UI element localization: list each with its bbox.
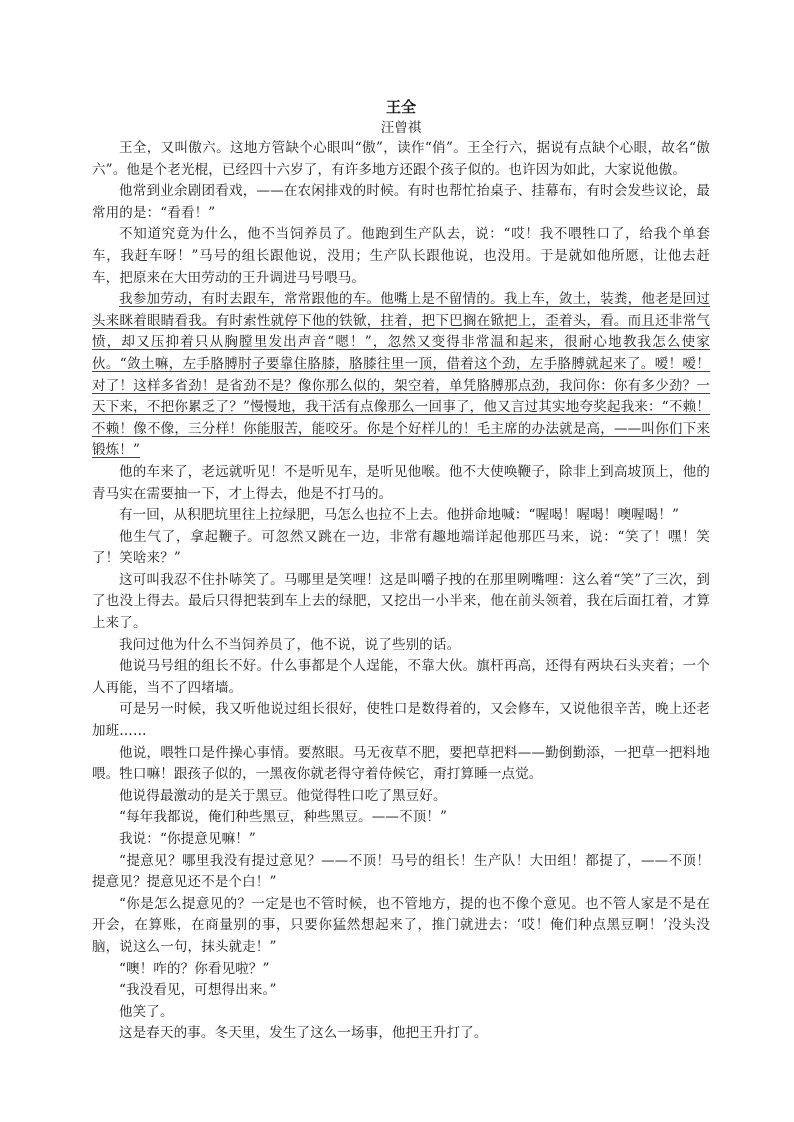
document-title: 王全 bbox=[385, 98, 416, 116]
underlined-paragraph: 我参加劳动，有时去跟车，常常跟他的车。他嘴上是不留情的。我上车，敛土，装粪，他老是回过头来眯着眼睛看我。有时索性就停下他的铁锨，拄着，把下巴搁在锨把上，歪着头，看。而且还非常气愤，却又压抑着只从胸膛里发出声音“嗯！”，忽然又变得非常温和起来，很耐心地教我怎么使家伙。“敛土嘛，左手胳膊肘子要靠住胳膝，胳膝往里一顶，借着这个劲，左手胳膊就起来了。嗳！嗳！对了！这样多省劲！是省劲不是？像你那么似的，架空着，单凭胳膊那点劲，我问你：你有多少劲？一天下来，不把你累乏了？”慢慢地，我干活有点像那么一回事了，他又言过其实地夸奖起我来：“不赖！不赖！像不像，三分样！你能服苦，能咬牙。你是个好样儿的！毛主席的办法就是高，——叫你们下来锻炼！” bbox=[92, 291, 710, 459]
document-page bbox=[92, 97, 710, 1045]
paragraph: “噢！咋的？你看见啦？” bbox=[119, 960, 270, 977]
paragraph: 这是春天的事。冬天里，发生了这么一场事，他把王升打了。 bbox=[119, 1025, 488, 1042]
paragraph: 王全，又叫傲六。这地方管缺个心眼叫“傲”，读作“俏”。王全行六，据说有点缺个心眼，故名“傲六”。他是个老光棍，已经四十六岁了，有许多地方还跟个孩子似的。也许因为如此，大家说他傲。 bbox=[92, 140, 710, 178]
paragraph: 他说，喂牲口是件操心事情。要熬眼。马无夜草不肥，要把草把料——勤倒勤添，一把草一把料地喂。牲口嘛！跟孩子似的，一黑夜你就老得守着侍候它，甭打算睡一点觉。 bbox=[92, 744, 710, 783]
paragraph: 他常到业余剧团看戏，——在农闲排戏的时候。有时也帮忙抬桌子、挂幕布，有时会发些议论，最常用的是：“看看！” bbox=[92, 183, 710, 221]
paragraph: 他生气了，拿起鞭子。可忽然又跳在一边，非常有趣地端详起他那匹马来，说：“笑了！嘿！笑了！笑啥来？” bbox=[92, 528, 710, 567]
paragraph: “我没看见，可想得出来。” bbox=[119, 982, 277, 999]
paragraph: 他笑了。 bbox=[119, 1003, 174, 1020]
paragraph: 我说：“你提意见嘛！” bbox=[119, 831, 256, 847]
paragraph: “每年我都说，俺们种些黑豆，种些黑豆。——不顶！” bbox=[119, 809, 448, 826]
paragraph: 可是另一时候，我又听他说过组长很好，使牲口是数得着的，又会修车，又说他很辛苦，晚上还老加班…… bbox=[92, 701, 710, 740]
paragraph: 他说得最激动的是关于黑豆。他觉得牲口吃了黑豆好。 bbox=[119, 787, 447, 804]
paragraph: “提意见？哪里我没有提过意见？——不顶！马号的组长！生产队！大田组！都提了，——不顶！提意见？提意见还不是个白！” bbox=[92, 852, 710, 891]
paragraph: 他的车来了，老远就听见！不是听见车，是听见他喉。他不大使唤鞭子，除非上到高坡顶上，他的青马实在需要抽一下，才上得去，他是不打马的。 bbox=[92, 463, 710, 502]
paragraph: 这可叫我忍不住扑哧笑了。马哪里是笑哩！这是叫嚼子拽的在那里咧嘴哩：这么着“笑”了三次，到了也没上得去。最后只得把装到车上去的绿肥，又挖出一小半来，他在前头领着，我在后面扛着，才算上来了。 bbox=[92, 571, 710, 632]
paragraph: 有一回，从积肥坑里往上拉绿肥，马怎么也拉不上去。他拼命地喊：“喔喝！喔喝！噢喔喝！” bbox=[119, 507, 680, 524]
paragraph: 他说马号组的组长不好。什么事都是个人逞能，不靠大伙。旗杆再高，还得有两块石头夹着；一个人再能，当不了四堵墙。 bbox=[92, 658, 710, 696]
paragraph: 我问过他为什么不当饲养员了，他不说，说了些别的话。 bbox=[119, 636, 461, 653]
paragraph: “你是怎么提意见的？一定是也不管时候，也不管地方，提的也不像个意见。也不管人家是不是在开会，在算账，在商量别的事，只要你猛然想起来了，推门就进去：‘哎！俺们种点黑豆啊！’没头没脑，说这么一句，抹头就走！” bbox=[92, 895, 710, 955]
author-name: 汪曾祺 bbox=[380, 120, 422, 136]
paragraph: 不知道究竟为什么，他不当饲养员了。他跑到生产队去，说：“哎！我不喂牲口了，给我个单套车，我赶车呀！”马号的组长跟他说，没用；生产队长跟他说，也没用。于是就如他所愿，让他去赶车，把原来在大田劳动的王升调进马号喂马。 bbox=[92, 226, 710, 286]
